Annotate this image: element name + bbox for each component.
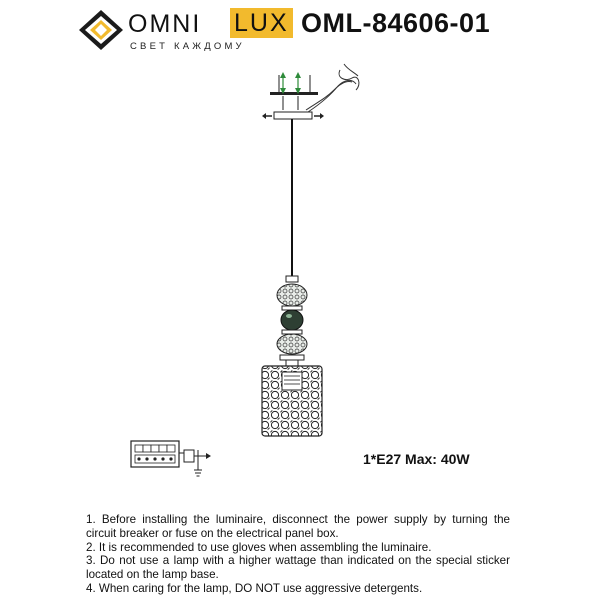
model-number: OML-84606-01 [301,8,491,38]
instruction-item: 4. When caring for the lamp, DO NOT use aggressive detergents. [86,581,423,595]
crystal-beads [277,276,307,366]
instruction-item: 1. Before installing the luminaire, disconnect the power supply by turning the circuit breaker or fuse on the electrical panel box. [86,513,510,540]
brand-tagline: СВЕТ КАЖДОМУ [130,41,245,52]
lamp-specification: 1*E27 Max: 40W [363,451,470,467]
safety-instructions [86,513,510,596]
crystal-shade [262,366,322,436]
brand-name-omni: OMNI [128,10,202,38]
instruction-item: 2. It is recommended to use gloves when assembling the luminaire. [86,540,432,554]
instruction-item: 3. Do not use a lamp with a higher wattage than indicated on the special sticker located on the lamp base. [86,554,510,582]
ceiling-canopy [262,64,359,119]
brand-name-lux: LUX [230,8,293,38]
terminal-block-wiring-icon [131,441,211,476]
